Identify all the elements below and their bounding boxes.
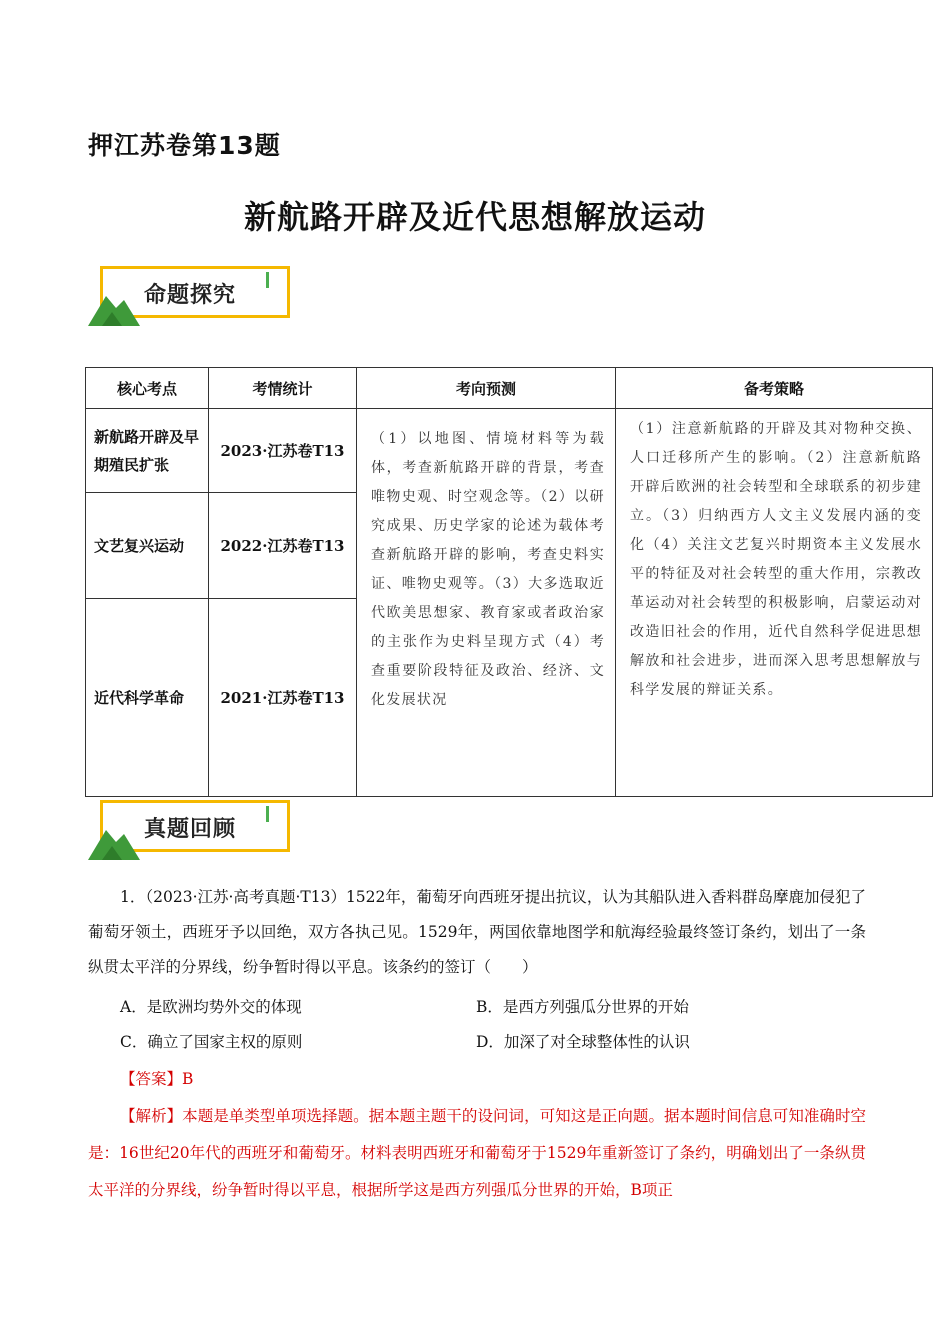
option-a: A．是欧洲均势外交的体现 — [120, 998, 302, 1016]
stat-cell: 2023·江苏卷T13 — [209, 409, 357, 493]
answer-line: 【答案】B — [120, 1070, 194, 1088]
table-row — [86, 409, 933, 493]
topic-cell: 近代科学革命 — [86, 599, 209, 797]
stat-cell: 2021·江苏卷T13 — [209, 599, 357, 797]
table-header-row — [86, 368, 933, 409]
stat-cell: 2022·江苏卷T13 — [209, 493, 357, 599]
exam-analysis-table — [85, 367, 933, 797]
header-strategy: 备考策略 — [616, 368, 933, 409]
strategy-text: （1）注意新航路的开辟及其对物种交换、人口迁移所产生的影响。（2）注意新航路开辟后欧洲的社会转型和全球联系的初步建立。（3）归纳西方人文主义发展内涵的变化（4）关注文艺复兴时期资本主义发展水平的特征及对社会转型的重大作用，宗教改革运动对社会转型的积极影响，启蒙运动对改造旧社会的作用，近代自然科学促进思想解放和社会进步，进而深入思考思想解放与科学发展的辩证关系。 — [630, 421, 922, 698]
option-b: B．是西方列强瓜分世界的开始 — [476, 998, 689, 1016]
header-exam-stats: 考情统计 — [209, 368, 357, 409]
banner-title: 真题回顾 — [144, 817, 237, 842]
topic-cell: 新航路开辟及早期殖民扩张 — [86, 409, 209, 493]
section-banner-review — [88, 796, 300, 862]
analysis-text: 【解析】本题是单类型单项选择题。据本题主题干的设问词，可知这是正向题。据本题时间信息可知准确时空是：16世纪20年代的西班牙和葡萄牙。材料表明西班牙和葡萄牙于1529年重新签订了条约，明确划出了一条纵贯太平洋的分界线，纷争暂时得以平息，根据所学这是西方列强瓜分世界的开始，B项正 — [88, 1107, 866, 1199]
section-banner-exploration — [88, 262, 300, 328]
header-label: 押江苏卷第13题 — [88, 131, 281, 160]
header-core-topic: 核心考点 — [86, 368, 209, 409]
strategy-cell — [616, 409, 933, 797]
banner-accent — [266, 272, 269, 288]
main-title: 新航路开辟及近代思想解放运动 — [243, 198, 706, 236]
mountain-icon — [88, 816, 140, 860]
mountain-icon — [88, 282, 140, 326]
banner-accent — [266, 806, 269, 822]
option-c: C．确立了国家主权的原则 — [120, 1033, 303, 1051]
forecast-text: （1）以地图、情境材料等为载体，考查新航路开辟的背景，考查唯物史观、时空观念等。（2）以研究成果、历史学家的论述为载体考查新航路开辟的影响，考查史料实证、唯物史观等。（3）大多选取近代欧美思想家、教育家或者政治家的主张作为史料呈现方式（4）考查重要阶段特征及政治、经济、文化发展状况 — [371, 431, 605, 708]
option-d: D．加深了对全球整体性的认识 — [476, 1033, 690, 1051]
banner-title: 命题探究 — [144, 283, 237, 308]
question-text: 1．（2023·江苏·高考真题·T13）1522年，葡萄牙向西班牙提出抗议，认为其船队进入香料群岛摩鹿加侵犯了葡萄牙领土，西班牙予以回绝，双方各执己见。1529年，两国依靠地图学和航海经验最终签订条约，划出了一条纵贯太平洋的分界线，纷争暂时得以平息。该条约的签订（ ） — [88, 888, 866, 976]
forecast-cell — [357, 409, 616, 797]
topic-cell: 文艺复兴运动 — [86, 493, 209, 599]
header-forecast: 考向预测 — [357, 368, 616, 409]
